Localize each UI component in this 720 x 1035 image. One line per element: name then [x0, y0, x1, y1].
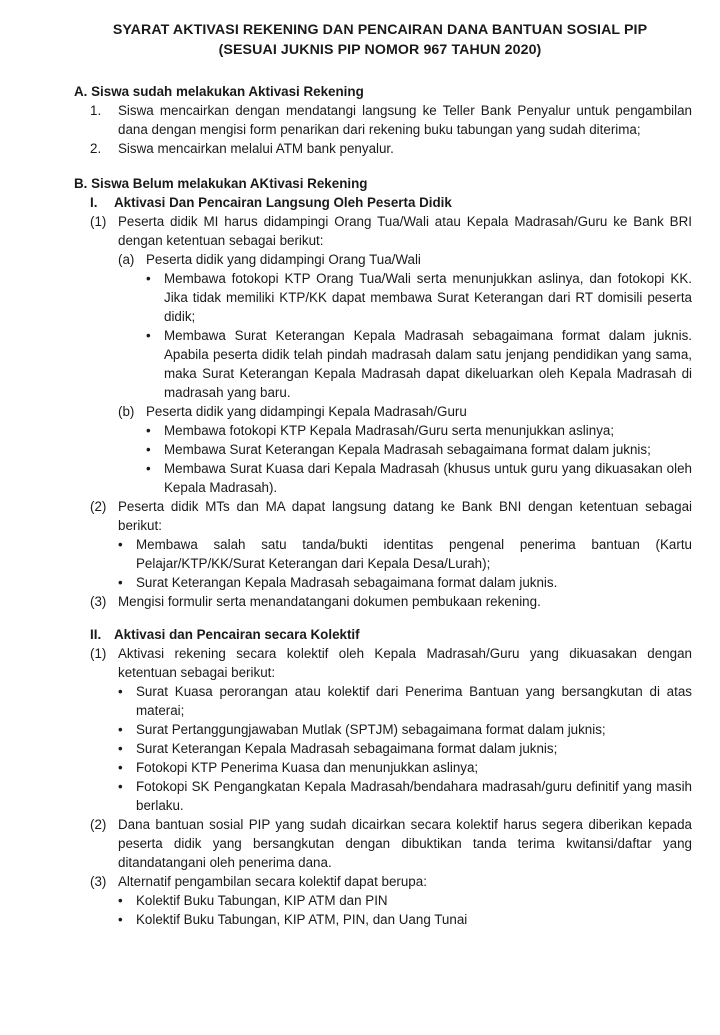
list-item: • Membawa Surat Kuasa dari Kepala Madrasah (khusus untuk guru yang dikuasakan oleh Kepala Madrasah).: [146, 461, 692, 495]
document-title: [68, 20, 692, 60]
bullet-icon: •: [118, 893, 123, 908]
part-1-subitem-a: (a) Peserta didik yang didampingi Orang Tua/Wali: [118, 252, 421, 267]
section-b-heading: B. Siswa Belum melakukan AKtivasi Rekening: [74, 176, 368, 191]
part-1-paragraph-1: (1) Peserta didik MI harus didampingi Orang Tua/Wali atau Kepala Madrasah/Guru ke Bank BRI dengan ketentuan sebagai berikut:: [90, 214, 692, 248]
list-item: • Kolektif Buku Tabungan, KIP ATM dan PIN: [118, 893, 388, 908]
bullet-icon: •: [118, 779, 123, 794]
bullet-icon: •: [118, 760, 123, 775]
list-item: • Kolektif Buku Tabungan, KIP ATM, PIN, dan Uang Tunai: [118, 912, 468, 927]
bullet-icon: •: [118, 684, 123, 699]
list-item: • Fotokopi KTP Penerima Kuasa dan menunjukkan aslinya;: [118, 760, 479, 775]
part-1-heading: I. Aktivasi Dan Pencairan Langsung Oleh Peserta Didik: [90, 195, 452, 210]
bullet-icon: •: [118, 741, 123, 756]
bullet-icon: •: [146, 328, 151, 343]
section-a-heading: A. Siswa sudah melakukan Aktivasi Rekening: [74, 84, 364, 99]
bullet-icon: •: [118, 912, 123, 927]
part-2-paragraph-1: (1) Aktivasi rekening secara kolektif oleh Kepala Madrasah/Guru yang dikuasakan dengan ketentuan sebagai berikut:: [90, 646, 692, 680]
list-item: • Membawa Surat Keterangan Kepala Madrasah sebagaimana format dalam juknis;: [146, 442, 651, 457]
part-1-paragraph-3: (3) Mengisi formulir serta menandatangani dokumen pembukaan rekening.: [90, 594, 541, 609]
list-item: • Membawa Surat Keterangan Kepala Madrasah sebagaimana format dalam juknis. Apabila peserta didik telah pindah madrasah dalam satu jenjang pendidikan yang sama, maka Surat Keterangan Kepala Madrasah dapat dikeluarkan oleh Kepala Madrasah di madrasah yang baru.: [146, 328, 692, 400]
list-item: • Surat Kuasa perorangan atau kolektif dari Penerima Bantuan yang bersangkutan di atas materai;: [118, 684, 692, 718]
bullet-icon: •: [146, 271, 151, 286]
bullet-icon: •: [118, 575, 123, 590]
list-item: • Fotokopi SK Pengangkatan Kepala Madrasah/bendahara madrasah/guru definitif yang masih berlaku.: [118, 779, 692, 813]
title-line-1: SYARAT AKTIVASI REKENING DAN PENCAIRAN DANA BANTUAN SOSIAL PIP: [112, 22, 648, 38]
part-2-paragraph-3: (3) Alternatif pengambilan secara kolektif dapat berupa:: [90, 874, 427, 889]
bullet-icon: •: [146, 442, 151, 457]
part-2-paragraph-2: (2) Dana bantuan sosial PIP yang sudah dicairkan secara kolektif harus segera diberikan kepada peserta didik yang bersangkutan dengan dibuktikan tanda terima kwitansi/daftar yang ditandatangani oleh penerima dana.: [90, 817, 692, 870]
bullet-icon: •: [146, 423, 151, 438]
list-item: • Membawa fotokopi KTP Orang Tua/Wali serta menunjukkan aslinya, dan fotokopi KK. Jika tidak memiliki KTP/KK dapat membawa Surat Keterangan dari RT domisili peserta didik;: [146, 271, 692, 324]
list-item: • Surat Pertanggungjawaban Mutlak (SPTJM) sebagaimana format dalam juknis;: [118, 722, 606, 737]
list-item: • Membawa fotokopi KTP Kepala Madrasah/Guru serta menunjukkan aslinya;: [146, 423, 615, 438]
list-item: • Surat Keterangan Kepala Madrasah sebagaimana format dalam juknis;: [118, 741, 558, 756]
part-2-heading: II. Aktivasi dan Pencairan secara Kolektif: [90, 627, 360, 642]
title-line-2: (SESUAI JUKNIS PIP NOMOR 967 TAHUN 2020): [218, 42, 542, 58]
bullet-icon: •: [118, 722, 123, 737]
part-1-paragraph-2: (2) Peserta didik MTs dan MA dapat langsung datang ke Bank BNI dengan ketentuan sebagai berikut:: [90, 499, 692, 533]
section-a-item: 2. Siswa mencairkan melalui ATM bank penyalur.: [90, 141, 394, 156]
bullet-icon: •: [118, 537, 123, 552]
list-item: • Membawa salah satu tanda/bukti identitas pengenal penerima bantuan (Kartu Pelajar/KTP/KK/Surat Keterangan dari Kepala Desa/Lurah);: [118, 537, 692, 571]
bullet-icon: •: [146, 461, 151, 476]
list-item: • Surat Keterangan Kepala Madrasah sebagaimana format dalam juknis.: [118, 575, 558, 590]
section-a-item: 1. Siswa mencairkan dengan mendatangi langsung ke Teller Bank Penyalur untuk pengambilan dana dengan mengisi form penarikan dari rekening buku tabungan yang sudah diterima;: [90, 103, 692, 137]
part-1-subitem-b: (b) Peserta didik yang didampingi Kepala Madrasah/Guru: [118, 404, 467, 419]
